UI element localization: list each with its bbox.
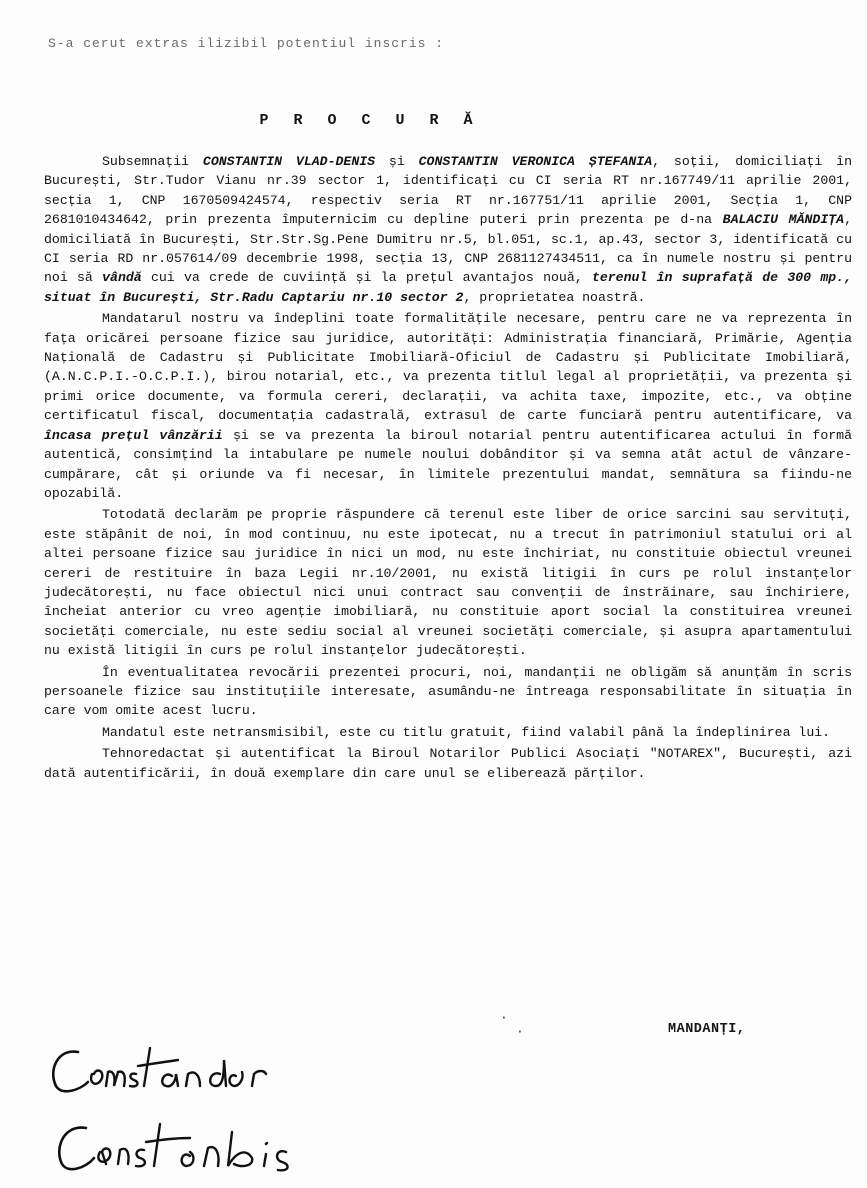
- paragraph-text: și: [375, 154, 419, 169]
- emphasized-text: încasa prețul vânzării: [44, 427, 223, 443]
- paragraph: [44, 723, 852, 742]
- document-title: P R O C U R Ă: [259, 112, 481, 129]
- paragraph-text: , proprietatea noastră.: [463, 289, 646, 305]
- paragraph: [44, 309, 852, 503]
- paragraph-text: Mandatul este netransmisibil, este cu titlu gratuit, fiind valabil până la îndeplinirea lui.: [102, 724, 831, 740]
- paragraph-text: , soții, domiciliați în București, Str.Tudor Vianu nr.39 sector 1, identificați cu CI seria RT nr.167749/11 aprilie 2001, secția 1, CNP 1670509424574, respectiv seria RT nr.167751/11 aprilie 2001, Secția 1, CNP 2681010434642, prin prezenta împuternicim cu depline puteri prin prezenta pe d-na: [44, 154, 852, 228]
- emphasized-text: terenul în suprafață de 300 mp., situat în București, Str.Radu Captariu nr.10 sector 2: [44, 270, 852, 305]
- document-body: [44, 152, 852, 785]
- paragraph: [44, 505, 852, 660]
- paragraph: [44, 744, 852, 783]
- handwritten-signature-1: [40, 1030, 360, 1100]
- paragraph-text: În eventualitatea revocării prezentei procuri, noi, mandanții ne obligăm să anunțăm în scris persoanele fizice sau instituțiile interesate, asumându-ne întreaga responsabilitate în situația în care vom omite acest lucru.: [44, 664, 852, 719]
- scan-speck: ·: [516, 1024, 524, 1039]
- header-note: S-a cerut extras ilizibil potentiul inscris :: [48, 36, 445, 51]
- handwritten-signature-2: [40, 1108, 360, 1178]
- paragraph-text: , domiciliată în București, Str.Str.Sg.Pene Dumitru nr.5, bl.051, sc.1, ap.43, sector 3, identificată cu CI seria RD nr.057614/09 decembrie 1998, secția 13, CNP 2681127434511, ca în numele nostru și pentru noi să: [44, 212, 852, 286]
- paragraph-text: Subsemnații: [102, 154, 203, 169]
- paragraph: [44, 152, 852, 307]
- emphasized-text: BALACIU MĂNDIȚA: [722, 212, 845, 228]
- paragraph-text: Mandatarul nostru va îndeplini toate formalitățile necesare, pentru care ne va reprezenta în fața oricărei persoane fizice sau juridice, autorități: Administrația financiară, Primărie, Agenția Națională de Cadastru și Publicitate Imobiliară-Oficiul de Cadastru și Publicitate Imobiliară, (A.N.C.P.I.-O.C.P.I.), birou notarial, etc., va prezenta titlul legal al proprietății, va prezenta și primi orice documente, va formula cereri, declarații, va achita taxe, impozite, etc., va obține certificatul fiscal, documentația cadastrală, extrasul de carte funciară pentru autentificare, va: [44, 311, 852, 424]
- emphasized-text: CONSTANTIN VLAD-DENIS: [202, 154, 376, 169]
- paragraph: [44, 663, 852, 721]
- emphasized-text: vândă: [102, 270, 142, 286]
- signature-2: [40, 1108, 360, 1178]
- scan-speck: ·: [500, 1010, 508, 1025]
- paragraph-text: și se va prezenta la biroul notarial pentru autentificarea actului în formă autentică, consimțind la intabulare pe numele noului dobânditor și va semna atât actul de vânzare-cumpărare, cât și oriunde va fi necesar, în limitele prezentului mandat, semnătura sa fiindu-ne opozabilă.: [44, 427, 853, 501]
- emphasized-text: CONSTANTIN VERONICA ȘTEFANIA: [418, 154, 653, 169]
- signature-1: [40, 1030, 360, 1100]
- paragraph-text: cui va crede de cuviință și la prețul avantajos nouă,: [141, 270, 592, 286]
- paragraph-text: Tehnoredactat și autentificat la Biroul Notarilor Publici Asociați "NOTAREX", București, azi dată autentificării, în două exemplare din care unul se eliberează părților.: [44, 746, 852, 781]
- mandanti-label: MANDANȚI,: [668, 1022, 746, 1037]
- paragraph-text: Totodată declarăm pe proprie răspundere că terenul este liber de orice sarcini sau servituți, este stăpânit de noi, în mod continuu, nu este ipotecat, nu a trecut în patrimoniul statului ori al altei persoane fizice sau juridice în nici un mod, nu este închiriat, nu constituie obiectul vreunei cereri de restituire în baza Legii nr.10/2001, nu există litigii în curs pe rolul instanțelor judecătorești, nu face obiectul nici unui contract sau convenții de înstrăinare, sau închiriere, încheiat anterior cu vreo agenție imobiliară, nu constituie aport social la constituirea vreunei societăți comerciale, nu este sediu social al vreunei societăți comerciale, și asupra apartamentului nu există litigii în curs pe rolul instanțelor judecătorești.: [44, 507, 852, 659]
